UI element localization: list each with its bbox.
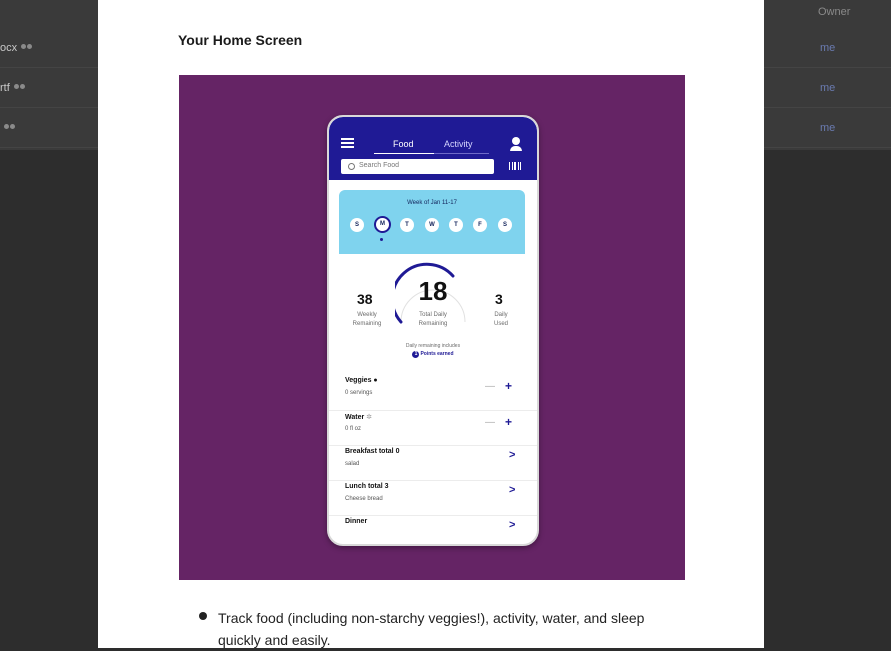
file-owner: me bbox=[820, 122, 836, 134]
profile-icon bbox=[509, 137, 523, 151]
increment-icon: + bbox=[505, 415, 513, 429]
meal-title: Breakfast total 0 bbox=[345, 448, 400, 455]
meal-sub: Cheese bread bbox=[345, 496, 383, 502]
points-earned-count: 1 bbox=[412, 351, 419, 358]
shared-people-icon bbox=[4, 124, 16, 131]
promo-image bbox=[179, 75, 685, 580]
info-icon: ● bbox=[373, 377, 378, 384]
today-dot bbox=[380, 238, 383, 241]
chevron-right-icon: > bbox=[509, 449, 516, 461]
tracker-title: Water ✲ bbox=[345, 414, 373, 421]
meal-title: Dinner bbox=[345, 518, 368, 525]
day-friday: F bbox=[473, 218, 487, 232]
daily-used-value: 3 bbox=[495, 291, 503, 307]
chevron-right-icon: > bbox=[509, 484, 516, 496]
bullet-text: Track food (including non-starchy veggies!), activity, water, and sleep quickly and easily. bbox=[218, 610, 645, 648]
weekly-remaining-value: 38 bbox=[357, 291, 373, 307]
active-tab-indicator bbox=[374, 153, 434, 154]
hamburger-menu-icon bbox=[341, 138, 354, 148]
day-tuesday: T bbox=[400, 218, 414, 232]
file-owner: me bbox=[820, 82, 836, 94]
shared-people-icon bbox=[21, 44, 33, 51]
search-food-field bbox=[341, 159, 494, 174]
chevron-right-icon: > bbox=[509, 519, 516, 531]
total-daily-value: 18 bbox=[418, 276, 448, 306]
tracker-sub: 0 servings bbox=[345, 390, 373, 396]
tracker-veggies bbox=[329, 375, 537, 409]
day-wednesday: W bbox=[425, 218, 439, 232]
week-label: Week of Jan 11-17 bbox=[407, 200, 457, 206]
weekly-remaining-caption: Weekly Remaining bbox=[352, 312, 382, 327]
decrement-icon: — bbox=[485, 381, 495, 392]
gear-icon: ✲ bbox=[366, 414, 373, 421]
phone-mockup bbox=[327, 115, 539, 546]
increment-icon: + bbox=[505, 379, 513, 393]
search-icon bbox=[348, 163, 355, 170]
barcode-scanner-icon bbox=[507, 159, 523, 173]
section-heading: Your Home Screen bbox=[178, 32, 303, 48]
total-daily-caption: Total Daily Remaining bbox=[418, 312, 448, 327]
search-placeholder: Search Food bbox=[359, 162, 400, 169]
tab-activity: Activity bbox=[444, 139, 473, 149]
owner-column-header[interactable]: Owner bbox=[818, 6, 851, 18]
file-name: ocx bbox=[0, 42, 33, 54]
document-preview-page bbox=[98, 0, 764, 648]
tab-food: Food bbox=[393, 139, 414, 149]
day-saturday: S bbox=[498, 218, 512, 232]
app-top-bar bbox=[329, 117, 537, 180]
day-sunday: S bbox=[350, 218, 364, 232]
file-owner: me bbox=[820, 42, 836, 54]
tracker-title: Veggies ● bbox=[345, 377, 378, 384]
meal-breakfast bbox=[329, 445, 537, 479]
file-name: rtf bbox=[0, 82, 26, 94]
meal-title: Lunch total 3 bbox=[345, 483, 389, 490]
decrement-icon: — bbox=[485, 417, 495, 428]
day-monday-selected: M bbox=[374, 216, 391, 233]
shared-people-icon bbox=[14, 84, 26, 91]
meal-dinner bbox=[329, 515, 537, 546]
meal-sub: salad bbox=[345, 461, 360, 467]
points-earned: 1 Points earned bbox=[329, 351, 537, 358]
tracker-water bbox=[329, 410, 537, 444]
file-name bbox=[0, 122, 16, 134]
tab-divider bbox=[434, 153, 489, 154]
week-selector bbox=[339, 190, 525, 254]
daily-used-caption: Daily Used bbox=[493, 312, 508, 327]
bullet-dot bbox=[199, 612, 207, 620]
meal-lunch bbox=[329, 480, 537, 514]
tracker-sub: 0 fl oz bbox=[345, 426, 362, 432]
points-summary bbox=[329, 254, 537, 374]
day-thursday: T bbox=[449, 218, 463, 232]
daily-remaining-note: Daily remaining includes bbox=[405, 343, 461, 349]
